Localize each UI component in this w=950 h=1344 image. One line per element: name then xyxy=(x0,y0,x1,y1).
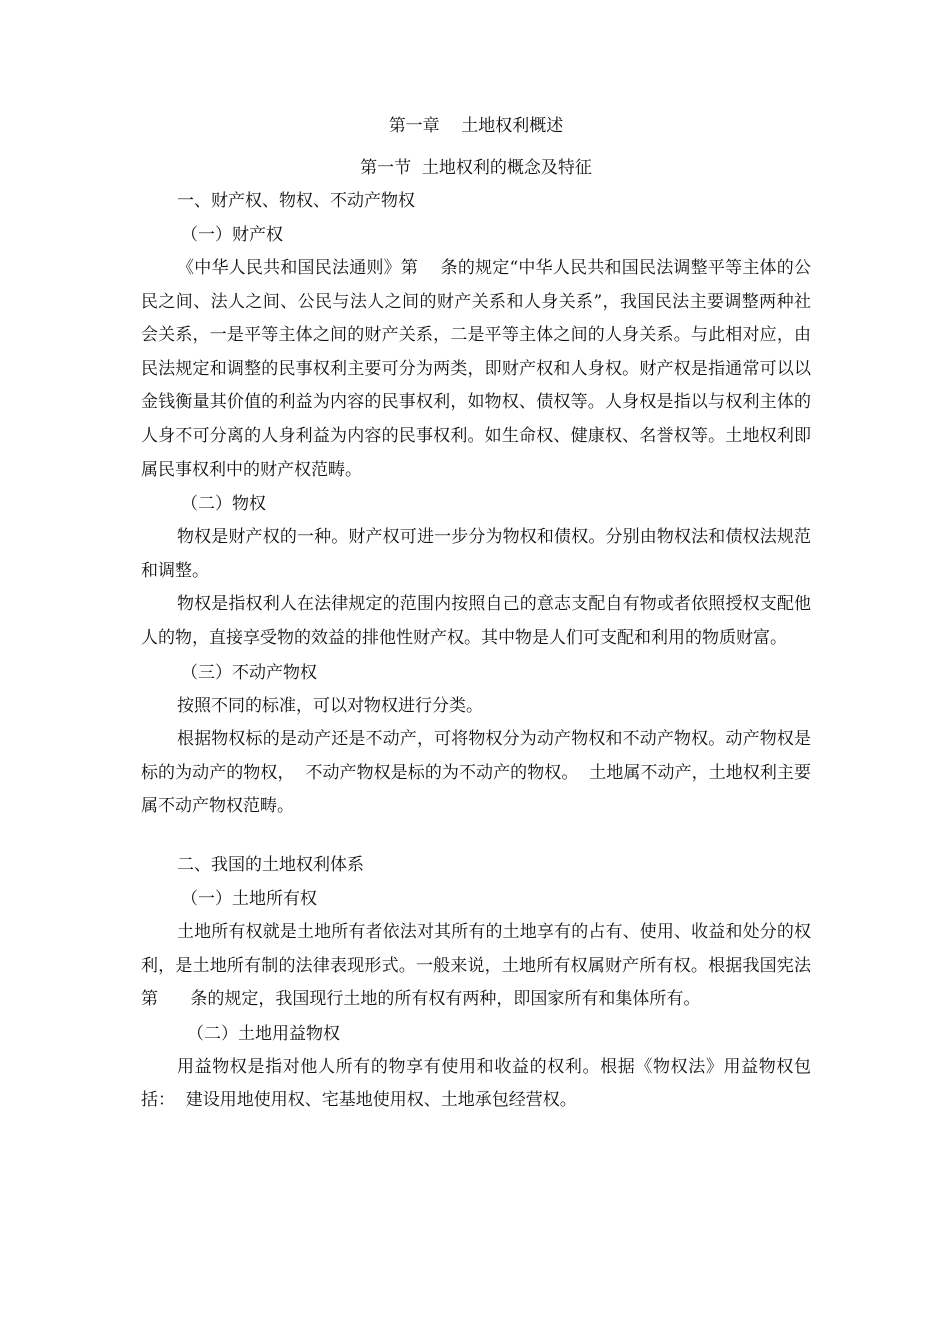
part1-sub3-paragraph1: 按照不同的标准，可以对物权进行分类。 xyxy=(177,695,483,716)
part2-sub2-paragraph: 用益物权是指对他人所有的物享有使用和收益的权利。根据《物权法》用益物权包括： 建设用地使用权、宅基地使用权、土地承包经营权。 xyxy=(141,1056,811,1111)
part1-heading: 一、财产权、物权、不动产物权 xyxy=(177,191,415,211)
section-title: 第一节 土地权利的概念及特征 xyxy=(360,158,592,178)
document-body xyxy=(141,110,811,1118)
chapter-title: 第一章 土地权利概述 xyxy=(388,116,564,136)
part1-sub2-paragraph1: 物权是财产权的一种。财产权可进一步分为物权和债权。分别由物权法和债权法规范和调整。 xyxy=(141,527,811,581)
part2-sub1-heading: （一）土地所有权 xyxy=(181,888,317,909)
part1-sub2-paragraph2: 物权是指权利人在法律规定的范围内按照自己的意志支配自有物或者依照授权支配他人的物，直接享受物的效益的排他性财产权。其中物是人们可支配和利用的物质财富。 xyxy=(141,594,811,648)
part1-sub3-paragraph2: 根据物权标的是动产还是不动产，可将物权分为动产物权和不动产物权。动产物权是标的为动产的物权， 不动产物权是标的为不动产的物权。 土地属不动产，土地权利主要属不动产物权范畴。 xyxy=(141,729,811,817)
part2-sub1-paragraph: 土地所有权就是土地所有者依法对其所有的土地享有的占有、使用、收益和处分的权利，是土地所有制的法律表现形式。一般来说，土地所有权属财产所有权。根据我国宪法第 条的规定，我国现行土地的所有权有两种，即国家所有和集体所有。 xyxy=(141,921,811,1010)
part2-sub2-heading: （二）土地用益物权 xyxy=(187,1023,340,1044)
part1-sub3-heading: （三）不动产物权 xyxy=(181,662,317,683)
part2-heading: 二、我国的土地权利体系 xyxy=(177,854,364,875)
part1-sub1-paragraph: 《中华人民共和国民法通则》第 条的规定“中华人民共和国民法调整平等主体的公民之间、法人之间、公民与法人之间的财产关系和人身关系”，我国民法主要调整两种社会关系，一是平等主体之间的财产关系，二是平等主体之间的人身关系。与此相对应，由民法规定和调整的民事权利主要可分为两类，即财产权和人身权。财产权是指通常可以以金钱衡量其价值的利益为内容的民事权利，如物权、债权等。人身权是指以与权利主体的人身不可分离的人身利益为内容的民事权利。如生命权、健康权、名誉权等。土地权利即属民事权利中的财产权范畴。 xyxy=(141,258,811,480)
part1-sub1-heading: （一）财产权 xyxy=(181,225,283,245)
part1-sub2-heading: （二）物权 xyxy=(181,494,266,515)
section-spacer xyxy=(141,824,811,848)
